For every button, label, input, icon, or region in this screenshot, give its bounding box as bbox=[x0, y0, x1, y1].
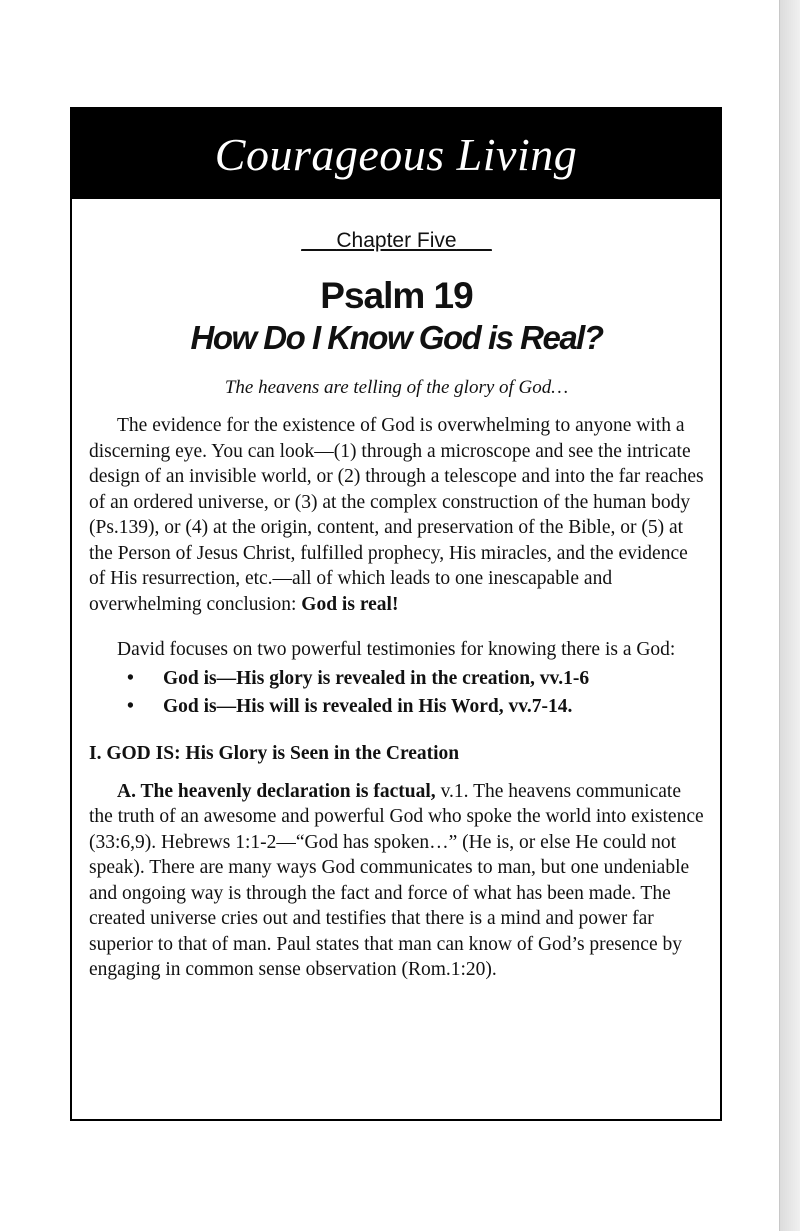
book-title: Courageous Living bbox=[214, 128, 578, 180]
list-item bbox=[127, 693, 704, 721]
bullet-icon: • bbox=[127, 695, 134, 717]
list-item-text: God is—His will is revealed in His Word, vv.7-14. bbox=[163, 695, 573, 717]
book-page bbox=[70, 107, 722, 1121]
subsection-text: v.1. The heavens communicate the truth of an awesome and powerful God who spoke the world into existence (33:6,9). Hebrews 1:1-2—“God has spoken…” (He is, or else He could not speak). There are many ways God communicates to man, but one undeniable and ongoing way is through the fact and force of what has been made. The created universe cries out and testifies that there is a mind and power far superior to that of man. Paul states that man can know of God’s presence by engaging in common sense observation (Rom.1:20). bbox=[89, 780, 704, 980]
testimonies-paragraph: David focuses on two powerful testimonies for knowing there is a God: bbox=[117, 639, 676, 660]
list-item-text: God is—His glory is revealed in the creation, vv.1-6 bbox=[163, 667, 590, 689]
testimony-list bbox=[89, 665, 704, 721]
list-item bbox=[127, 665, 704, 693]
subsection-lead: A. The heavenly declaration is factual, bbox=[117, 780, 436, 802]
chapter-rule-right: ___ bbox=[456, 229, 492, 252]
window-scroll-edge[interactable] bbox=[779, 0, 800, 1231]
intro-conclusion: God is real! bbox=[301, 593, 399, 615]
section-heading: I. GOD IS: His Glory is Seen in the Creation bbox=[89, 742, 460, 764]
bullet-icon: • bbox=[127, 667, 134, 689]
intro-paragraph bbox=[89, 413, 704, 617]
chapter-subtitle: How Do I Know God is Real? bbox=[190, 319, 603, 356]
chapter-label: Chapter Five bbox=[336, 229, 457, 252]
title-banner bbox=[72, 109, 720, 199]
chapter-heading bbox=[89, 229, 704, 253]
page-content bbox=[72, 229, 720, 983]
epigraph: The heavens are telling of the glory of God… bbox=[224, 377, 569, 398]
intro-paragraph-text: The evidence for the existence of God is overwhelming to anyone with a discerning eye. You can look—(1) through a microscope and see the intricate design of an invisible world, or (2) through a telescope and into the far reaches of an ordered universe, or (3) at the complex construction of the human body (Ps.139), or (4) at the origin, content, and preservation of the Bible, or (5) at the Person of Jesus Christ, fulfilled prophecy, His miracles, and the evidence of His resurrection, etc.—all of which leads to one inescapable and overwhelming conclusion: bbox=[89, 415, 704, 615]
chapter-rule-left: ___ bbox=[301, 229, 337, 252]
subsection-paragraph bbox=[89, 779, 704, 983]
psalm-title: Psalm 19 bbox=[320, 275, 473, 316]
